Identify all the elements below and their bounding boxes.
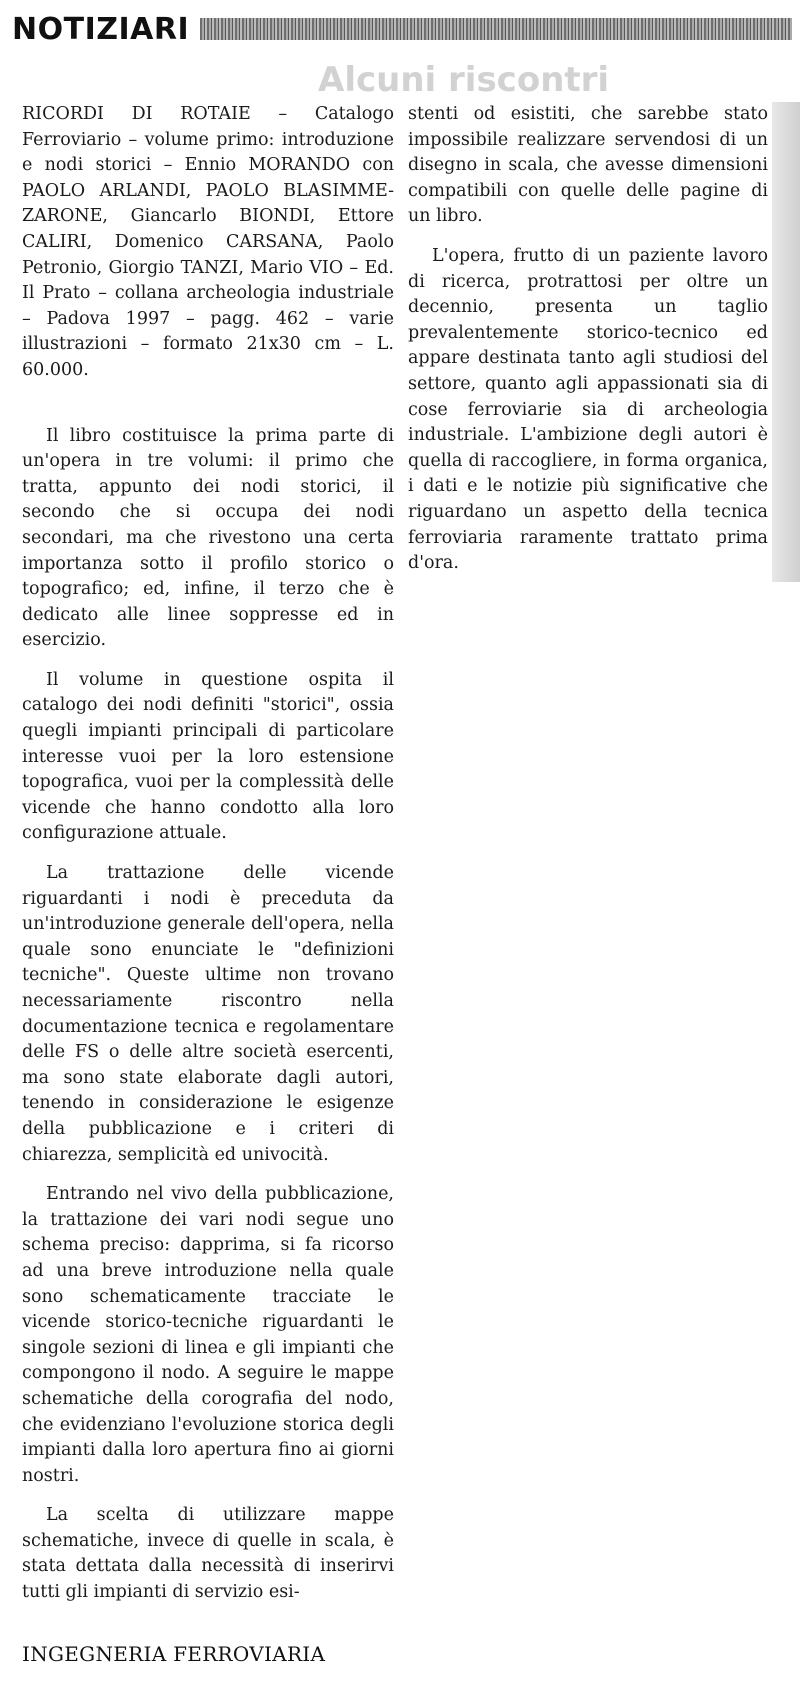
article-paragraph: La scelta di utilizzare mappe schematiche, invece di quelle in scala, è stata dettata dalla necessità di inserirvi tutti gli impianti di servizio esi- — [22, 1505, 394, 1603]
header-decorative-bar — [200, 18, 792, 40]
bleed-through-edge — [772, 102, 800, 582]
section-title: NOTIZIARI — [12, 12, 190, 47]
book-citation: RICORDI DI ROTAIE – Catalogo Ferroviario – volume primo: introduzione e nodi storici – Ennio MORANDO con PAOLO ARLANDI, PAOLO BLASIMME-ZARONE, Giancarlo BIONDI, Ettore CALIRI, Domenico CARSANA, Paolo Petronio, Giorgio TANZI, Mario VIO – Ed. Il Prato – collana archeologia industriale – Padova 1997 – pagg. 462 – varie illustrazioni – formato 21x30 cm – L. 60.000. — [22, 104, 394, 380]
article-paragraph: stenti od esistiti, che sarebbe stato impossibile realizzare servendosi di un disegno in scala, che avesse dimensioni compatibili con quelle delle pagine di un libro. — [408, 104, 768, 227]
article-paragraph: L'opera, frutto di un paziente lavoro di ricerca, protrattosi per oltre un decennio, presenta un taglio prevalentemente storico-tecnico ed appare destinata tanto agli studiosi del settore, quanto agli appassionati sia di cose ferroviarie sia di archeologia industriale. L'ambizione degli autori è quella di raccogliere, in forma organica, i dati e le notizie più significative che riguardano un aspetto della tecnica ferroviaria raramente trattato prima d'ora. — [408, 245, 768, 574]
bleed-through-title: Alcuni riscontri — [318, 60, 610, 100]
article-paragraph: La trattazione delle vicende riguardanti i nodi è preceduta da un'introduzione generale dell'opera, nella quale sono enunciate le "definizioni tecniche". Queste ultime non trovano necessariamente riscontro nella documentazione tecnica e regolamentare delle FS o delle altre società esercenti, ma sono state elaborate dagli autori, tenendo in considerazione le esigenze della pubblicazione e i criteri di chiarezza, semplicità ed univocità. — [22, 863, 394, 1165]
publication-name: INGEGNERIA FERROVIARIA — [22, 1642, 326, 1666]
article-column-right — [408, 102, 768, 591]
article-paragraph: Il libro costituisce la prima parte di un'opera in tre volumi: il primo che tratta, appunto dei nodi storici, il secondo che si occupa dei nodi secondari, ma che rivestono una certa importanza sotto il profilo storico o topografico; ed, infine, il terzo che è dedicato alle linee soppresse ed in esercizio. — [22, 425, 394, 651]
article-paragraph: Entrando nel vivo della pubblicazione, la trattazione dei vari nodi segue uno schema preciso: dapprima, si fa ricorso ad una breve introduzione nella quale sono schematicamente tracciate le vicende storico-tecniche riguardanti le singole sezioni di linea e gli impianti che compongono il nodo. A seguire le mappe schematiche della corografia del nodo, che evidenziano l'evoluzione storica degli impianti dalla loro apertura fino ai giorni nostri. — [22, 1184, 394, 1486]
article-paragraph: Il volume in questione ospita il catalogo dei nodi definiti "storici", ossia quegli impianti principali di particolare interesse vuoi per la loro estensione topografica, vuoi per la complessità delle vicende che hanno condotto alla loro configurazione attuale. — [22, 669, 394, 844]
article-column-left — [22, 102, 394, 1620]
